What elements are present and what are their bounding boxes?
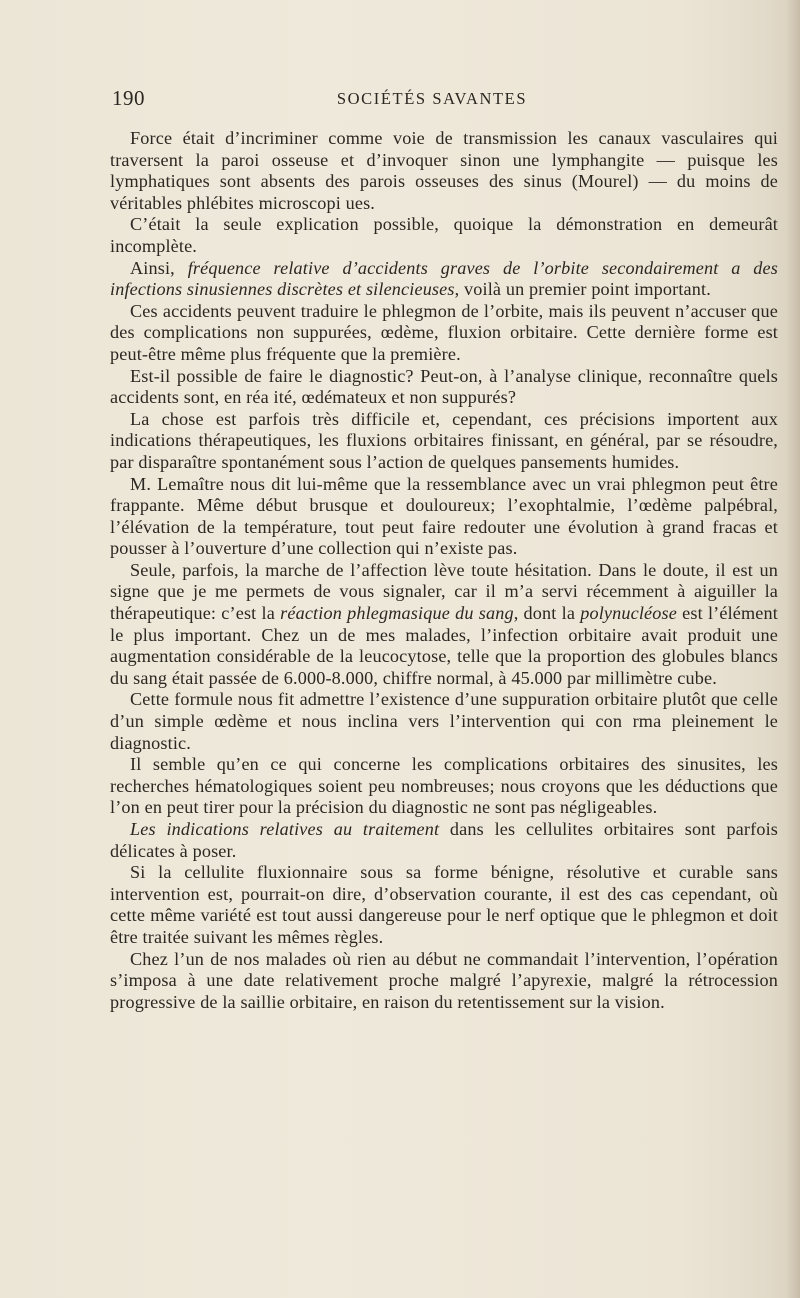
paragraph: Est-il possible de faire le diagnostic? Peut-on, à l’analyse clinique, reconnaître quels accidents sont, en réa ité, œdémateux et non suppurés? (110, 365, 778, 408)
paragraph: Cette formule nous fit admettre l’existence d’une suppuration orbitaire plutôt que celle d’un simple œdème et nous inclina vers l’intervention qui con rma pleinement le diagnostic. (110, 689, 778, 753)
paragraph: Il semble qu’en ce qui concerne les complications orbitaires des sinusites, les recherches hématologiques soient peu nombreuses; nous croyons que les déductions que l’on en peut tirer pour la précision du diagnostic ne sont pas négligeables. (110, 754, 778, 818)
page-header (110, 86, 740, 112)
paragraph: Ainsi, fréquence relative d’accidents graves de l’orbite secondairement a des infections sinusiennes discrètes et silencieuses, voilà un premier point important. (110, 257, 778, 300)
italic-phrase: fréquence relative d’accidents graves de l’orbite secondairement a des infections sinusiennes discrètes et silencieuses (110, 257, 778, 300)
paragraph: M. Lemaître nous dit lui-même que la ressemblance avec un vrai phlegmon peut être frappante. Même début brusque et douloureux; l’exophtalmie, l’œdème palpébral, l’élévation de la température, tout peut faire redouter une évolution à grand fracas et pousser à l’ouverture d’une collection qui n’existe pas. (110, 473, 778, 559)
paragraph: Chez l’un de nos malades où rien au début ne commandait l’intervention, l’opération s’imposa à une date relativement proche malgré l’apyrexie, malgré la rétrocession progressive de la saillie orbitaire, en raison du retentissement sur la vision. (110, 948, 778, 1012)
paragraph: C’était la seule explication possible, quoique la démonstration en demeurât incomplète. (110, 214, 778, 256)
paragraph: Si la cellulite fluxionnaire sous sa forme bénigne, résolutive et curable sans intervention est, pourrait-on dire, d’observation courante, il est des cas cependant, où cette même variété est tout aussi dangereuse pour le nerf optique que le phlegmon et doit être traitée suivant les mêmes règles. (110, 862, 778, 947)
paragraph: Seule, parfois, la marche de l’affection lève toute hésitation. Dans le doute, il est un signe que je me permets de vous signaler, car il m’a servi récemment à aiguiller la thérapeutique: c’est la réaction phlegmasique du sang, dont la polynucléose est l’élément le plus important. Chez un de mes malades, l’infection orbitaire avait produit une augmentation considérable de la leucocytose, telle que la proportion des globules blancs du sang était passée de 6.000-8.000, chiffre normal, à 45.000 par millimètre cube. (110, 559, 778, 688)
body-text (110, 128, 778, 1013)
italic-phrase: Les indications relatives au traitement (130, 819, 440, 839)
paragraph: Force était d’incriminer comme voie de transmission les canaux vasculaires qui traversent la paroi osseuse et d’invoquer sinon une lymphangite — puisque les lymphatiques sont absents des parois osseuses des sinus (Mourel) — du moins de véritables phlébites microscopi ues. (110, 128, 778, 213)
paragraph: Les indications relatives au traitement dans les cellulites orbitaires sont parfois délicates à poser. (110, 819, 778, 861)
italic-phrase: polynucléose (580, 603, 677, 624)
paragraph: La chose est parfois très difficile et, cependant, ces précisions importent aux indications thérapeutiques, les fluxions orbitaires finissant, en général, par se résoudre, par disparaître spontanément sous l’action de quelques pansements humides. (110, 408, 778, 472)
running-title: SOCIÉTÉS SAVANTES (336, 89, 528, 108)
paragraph: Ces accidents peuvent traduire le phlegmon de l’orbite, mais ils peuvent n’accuser que des complications non suppurées, œdème, fluxion orbitaire. Cette dernière forme est peut-être même plus fréquente que la première. (110, 300, 778, 364)
italic-phrase: réaction phlegmasique du sang (280, 603, 514, 624)
page-number: 190 (112, 86, 145, 110)
